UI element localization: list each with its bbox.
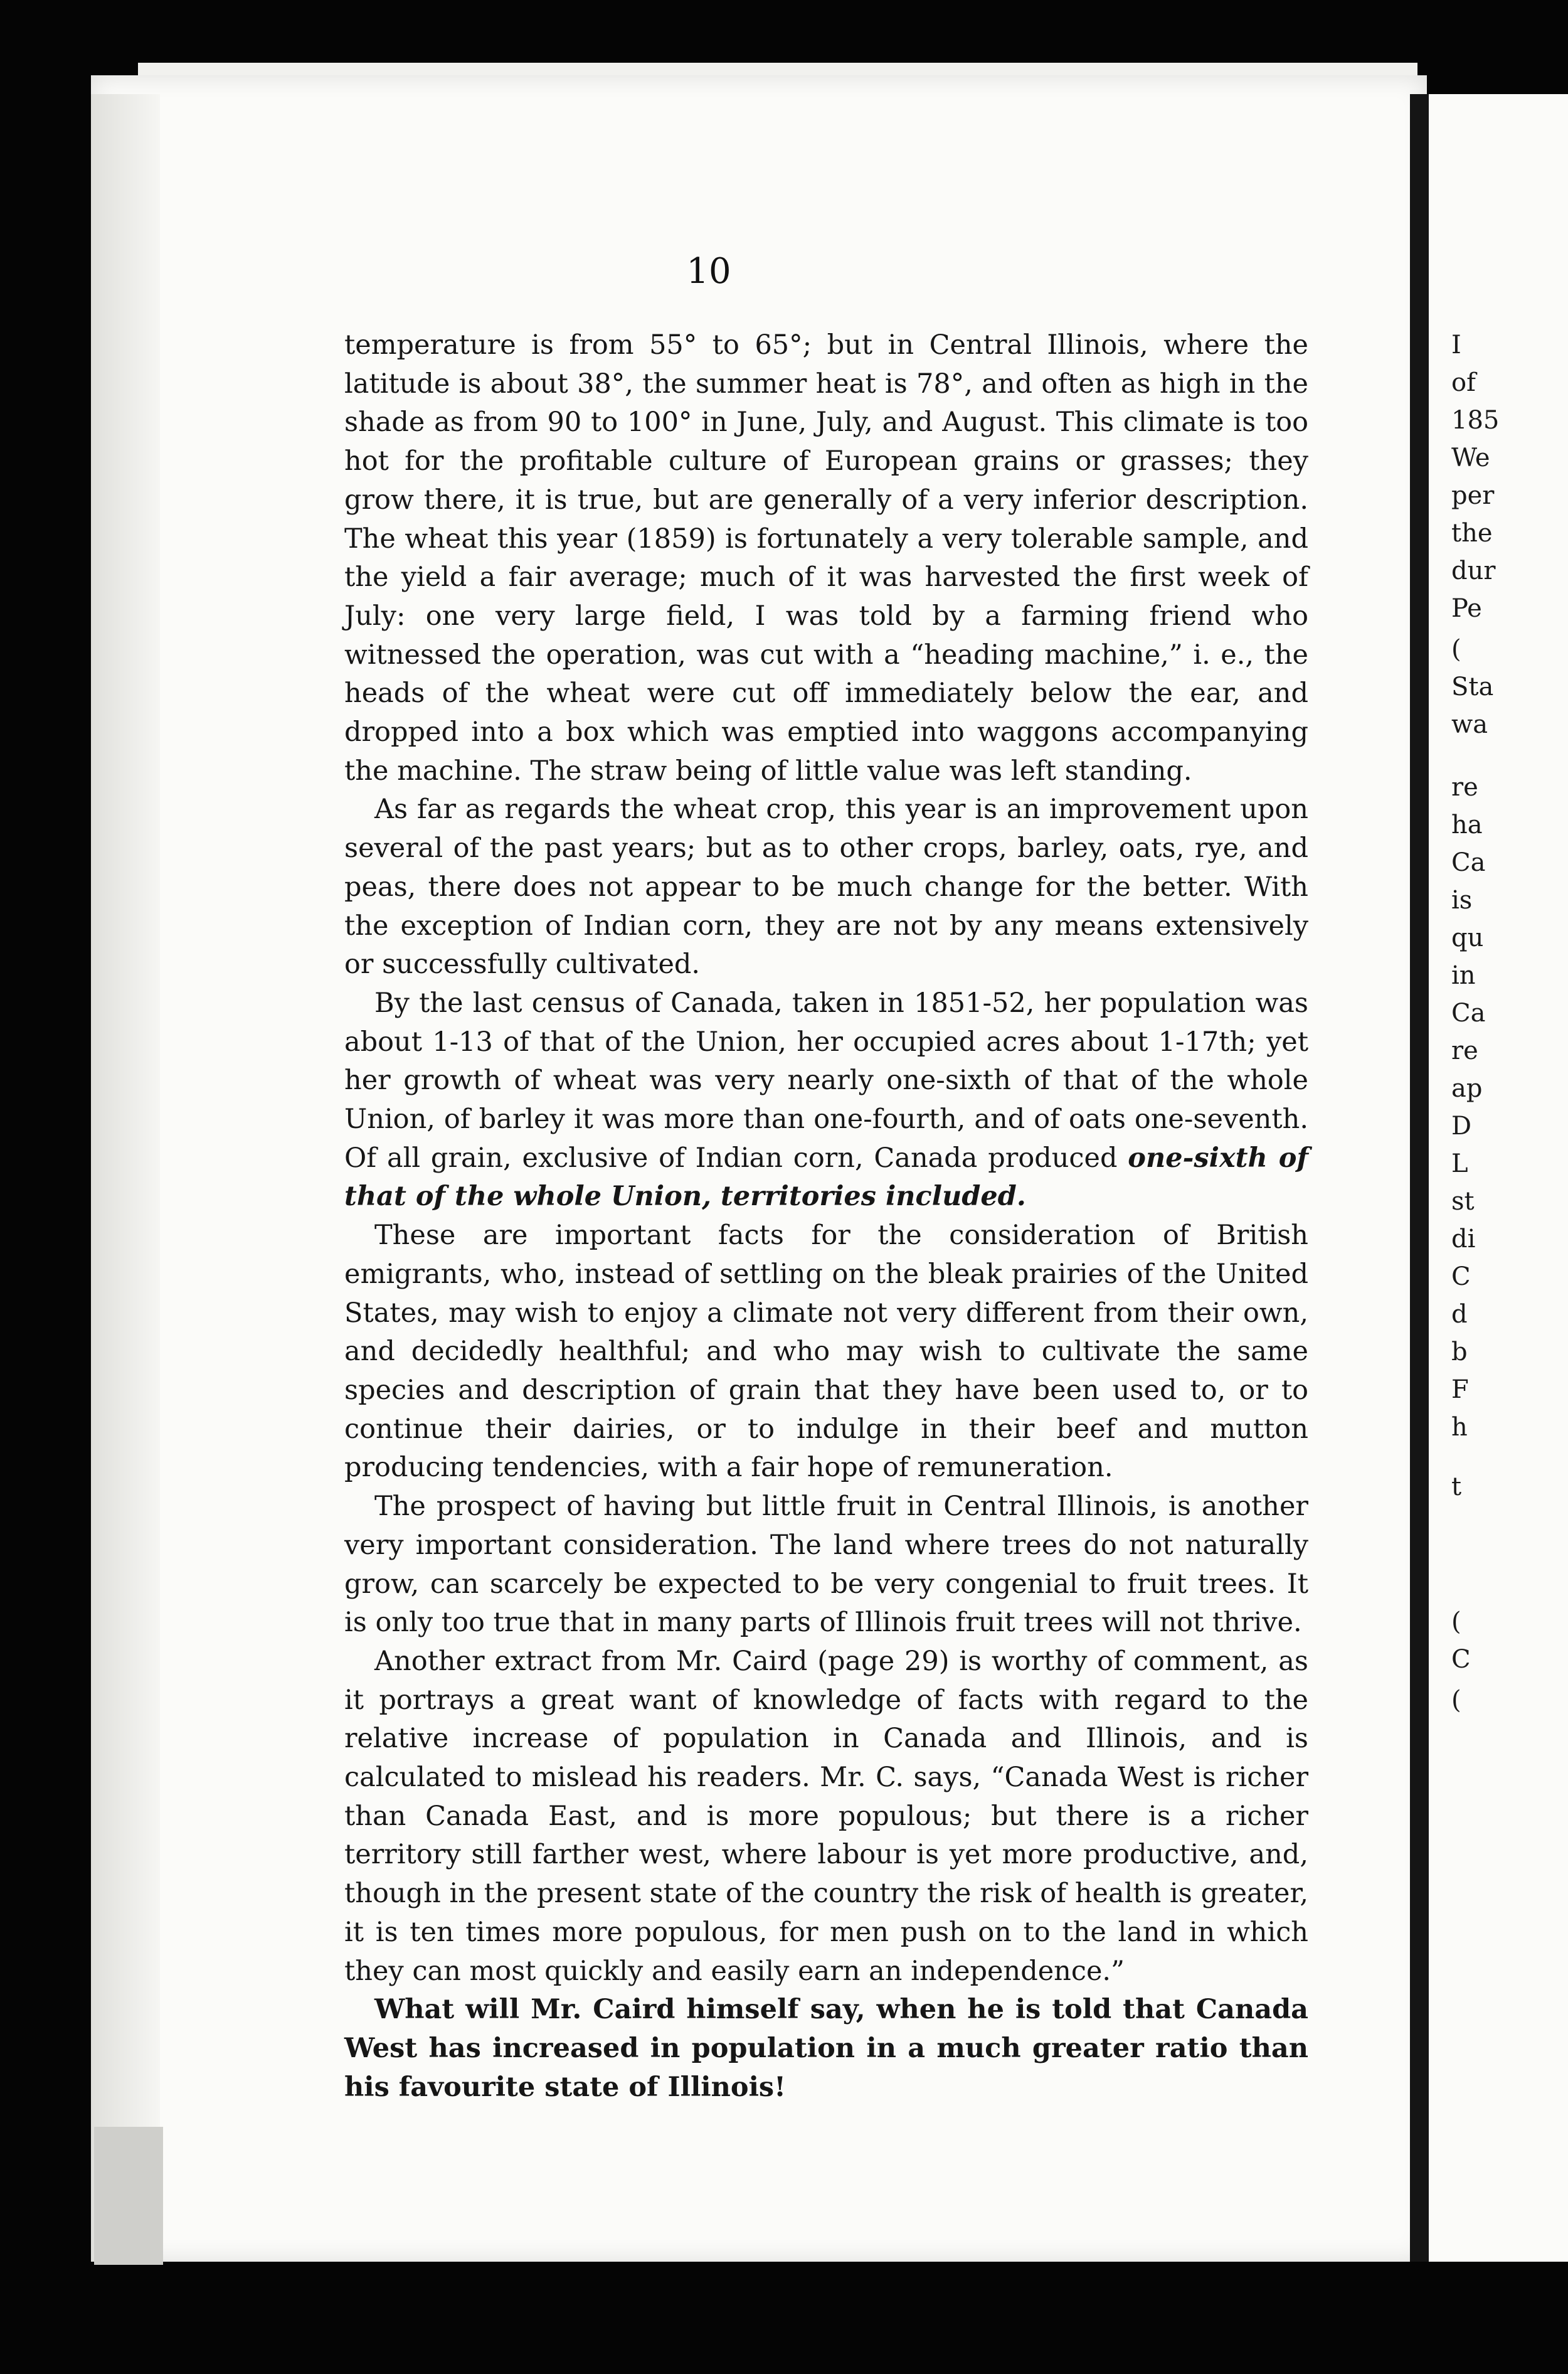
next-page-fragment: (	[1451, 1607, 1461, 1636]
next-page-fragment: D	[1451, 1112, 1472, 1141]
next-page-fragment: (	[1451, 635, 1461, 664]
paragraph-5: The prospect of having but little fruit in Central Illinois, is another very important consideration. The land where trees do not naturally grow, can scarcely be expected to be very congenial to fruit trees. It is only too true that in many parts of Illinois fruit trees will not thrive.	[344, 1491, 1308, 1639]
next-page-fragment: ap	[1451, 1074, 1483, 1103]
next-page-fragment: We	[1451, 444, 1490, 472]
next-page-fragment: b	[1451, 1338, 1468, 1366]
paragraph-7: What will Mr. Caird himself say, when he is told that Canada West has increased in population in a much greater ratio than his favourite state of Illinois!	[344, 1994, 1308, 2103]
next-page-fragment: Ca	[1451, 848, 1486, 877]
next-page-fragment: qu	[1451, 924, 1484, 952]
next-page-fragment: in	[1451, 961, 1476, 990]
next-page-fragment: the	[1451, 519, 1493, 548]
next-page-fragment: C	[1451, 1262, 1471, 1291]
next-page-fragment: st	[1451, 1187, 1475, 1216]
next-page-fragment: I	[1451, 331, 1461, 359]
paragraph-1: temperature is from 55° to 65°; but in Central Illinois, where the latitude is about 38°, the summer heat is 78°, and often as high in the shade as from 90 to 100° in June, July, and August. This climate is too hot for the profitable culture of European grains or grasses; they grow there, it is true, but are generally of a very inferior description. The wheat this year (1859) is fortunately a very tolerable sample, and the yield a fair average; much of it was harvested the first week of July: one very large field, I was told by a farming friend who witnessed the operation, was cut with a “heading machine,” i. e., the heads of the wheat were cut off immediately below the ear, and dropped into a box which was emptied into waggons accompanying the machine. The straw being of little value was left standing.	[344, 329, 1308, 787]
paragraph-3	[344, 984, 1308, 1216]
next-page-fragment: ha	[1451, 811, 1483, 839]
next-page-fragment: h	[1451, 1413, 1468, 1442]
next-page-fragment: (	[1451, 1686, 1461, 1715]
next-page-fragment: C	[1451, 1645, 1471, 1674]
next-page-fragment: t	[1451, 1472, 1462, 1501]
page-left-edge	[91, 94, 160, 2262]
page-worn-corner	[94, 2127, 163, 2265]
next-page-fragment: Pe	[1451, 594, 1482, 623]
next-page-fragment: wa	[1451, 710, 1488, 739]
paragraph-3-text: By the last census of Canada, taken in 1851-52, her population was about 1-13 of that of the Union, her occupied acres about 1-17th; yet her growth of wheat was very nearly one-sixth of that of the whole Union, of barley it was more than one-fourth, and of oats one-seventh. Of all grain, exclusive of Indian corn, Canada produced	[344, 987, 1308, 1174]
next-page-fragment: Sta	[1451, 673, 1494, 701]
next-page-fragment: dur	[1451, 556, 1496, 585]
paragraph-4: These are important facts for the consideration of British emigrants, who, instead of settling on the bleak prairies of the United States, may wish to enjoy a climate not very different from their own, and decidedly healthful; and who may wish to cultivate the same species and description of grain that they have been used to, or to continue their dairies, or to indulge in their beef and mutton producing tendencies, with a fair hope of remuneration.	[344, 1220, 1308, 1484]
next-page-fragment: F	[1451, 1375, 1469, 1404]
next-page-fragment: L	[1451, 1149, 1468, 1178]
next-page-fragment: d	[1451, 1300, 1468, 1329]
next-page-fragment: per	[1451, 481, 1495, 510]
page-body	[344, 326, 1308, 2107]
next-page-fragment: di	[1451, 1225, 1476, 1254]
next-page-fragment: of	[1451, 368, 1476, 397]
next-page-fragment: 185	[1451, 406, 1500, 435]
paragraph-6: Another extract from Mr. Caird (page 29) is worthy of comment, as it portrays a great want of knowledge of facts with regard to the relative increase of population in Canada and Illinois, and is calculated to mislead his readers. Mr. C. says, “Canada West is richer than Canada East, and is more populous; but there is a richer territory still farther west, where labour is yet more productive, and, though in the present state of the country the risk of health is greater, it is ten times more populous, for men push on to the land in which they can most quickly and easily earn an independence.”	[344, 1645, 1308, 1987]
next-page-fragment: re	[1451, 773, 1478, 802]
next-page-fragment: Ca	[1451, 999, 1486, 1028]
page-number: 10	[686, 251, 731, 292]
next-page-edge	[1429, 94, 1568, 2262]
book-gutter	[1410, 94, 1429, 2262]
next-page-fragment: re	[1451, 1036, 1478, 1065]
paragraph-2: As far as regards the wheat crop, this year is an improvement upon several of the past years; but as to other crops, barley, oats, rye, and peas, there does not appear to be much change for the better. With the exception of Indian corn, they are not by any means extensively or successfully cultivated.	[344, 794, 1308, 981]
paragraph-3-emphasis: one-sixth of that of the whole Union, territories included.	[344, 1142, 1308, 1213]
next-page-fragment: is	[1451, 886, 1473, 915]
